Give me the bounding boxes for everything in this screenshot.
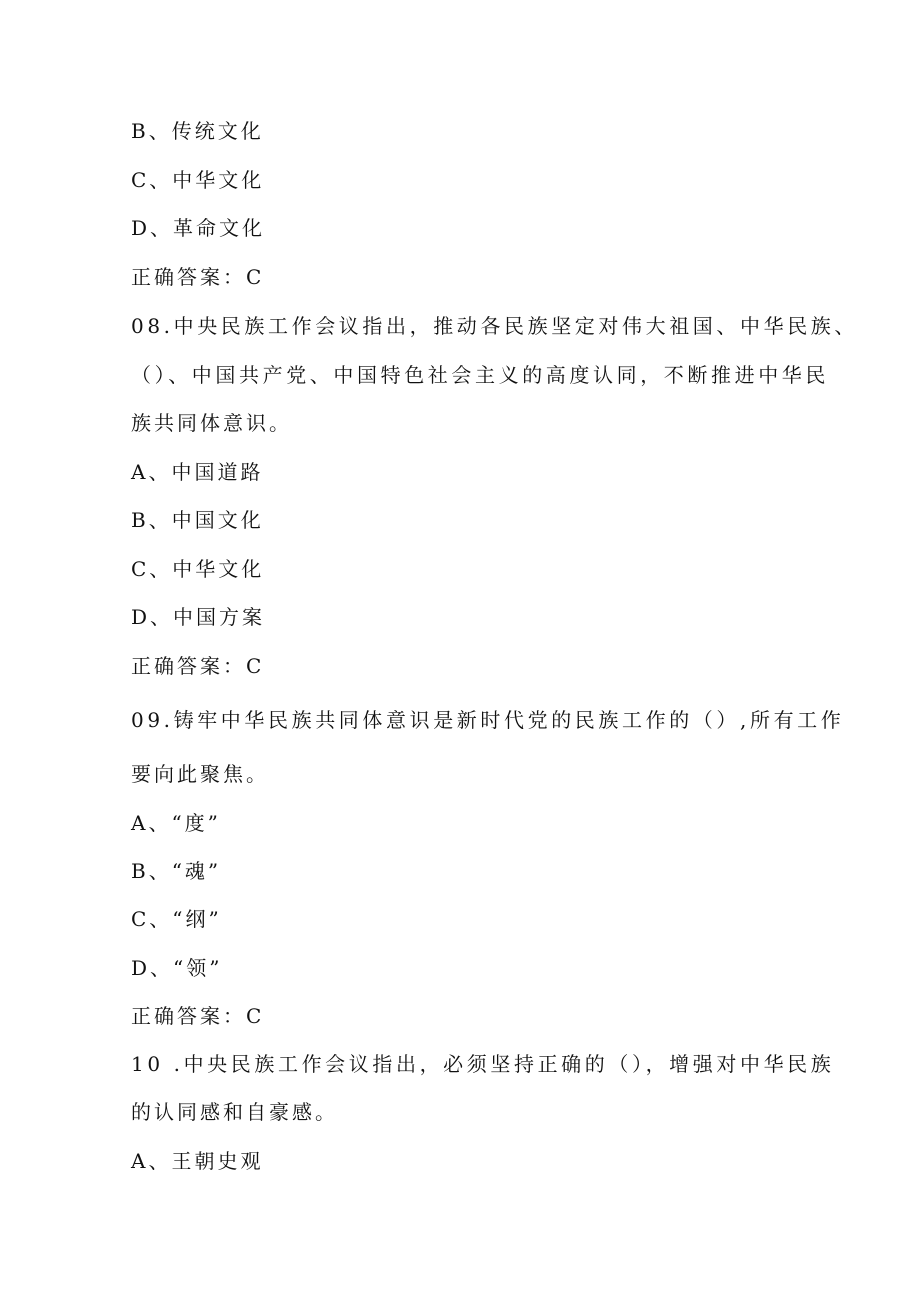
q09-option-a: A、“度” bbox=[131, 811, 221, 835]
q07-answer: 正确答案：C bbox=[131, 265, 265, 289]
q07-option-d: D、革命文化 bbox=[131, 216, 266, 240]
q08-option-b: B、中国文化 bbox=[131, 508, 264, 532]
q09-stem-line2: 要向此聚焦。 bbox=[131, 762, 269, 786]
q08-option-a: A、中国道路 bbox=[131, 460, 264, 484]
q07-option-c: C、中华文化 bbox=[131, 168, 265, 192]
q08-option-d: D、中国方案 bbox=[131, 605, 266, 629]
q08-option-c: C、中华文化 bbox=[131, 557, 265, 581]
q09-answer: 正确答案：C bbox=[131, 1004, 265, 1028]
q10-stem-line2: 的认同感和自豪感。 bbox=[131, 1100, 338, 1124]
q07-option-b: B、传统文化 bbox=[131, 119, 264, 143]
q10-stem-line1: 10 .中央民族工作会议指出，必须坚持正确的（），增强对中华民族 bbox=[131, 1052, 835, 1076]
q08-stem-line2: （）、中国共产党、中国特色社会主义的高度认同，不断推进中华民 bbox=[131, 363, 829, 387]
q10-option-a: A、王朝史观 bbox=[131, 1149, 264, 1173]
q08-answer: 正确答案：C bbox=[131, 654, 265, 678]
q09-stem-line1: 09.铸牢中华民族共同体意识是新时代党的民族工作的（）,所有工作 bbox=[131, 708, 845, 732]
q08-stem-line1: 08.中央民族工作会议指出，推动各民族坚定对伟大祖国、中华民族、 bbox=[131, 314, 859, 338]
q09-option-c: C、“纲” bbox=[131, 907, 222, 931]
q09-option-b: B、“魂” bbox=[131, 859, 222, 883]
q09-option-d: D、“领” bbox=[131, 956, 223, 980]
q08-stem-line3: 族共同体意识。 bbox=[131, 411, 292, 435]
